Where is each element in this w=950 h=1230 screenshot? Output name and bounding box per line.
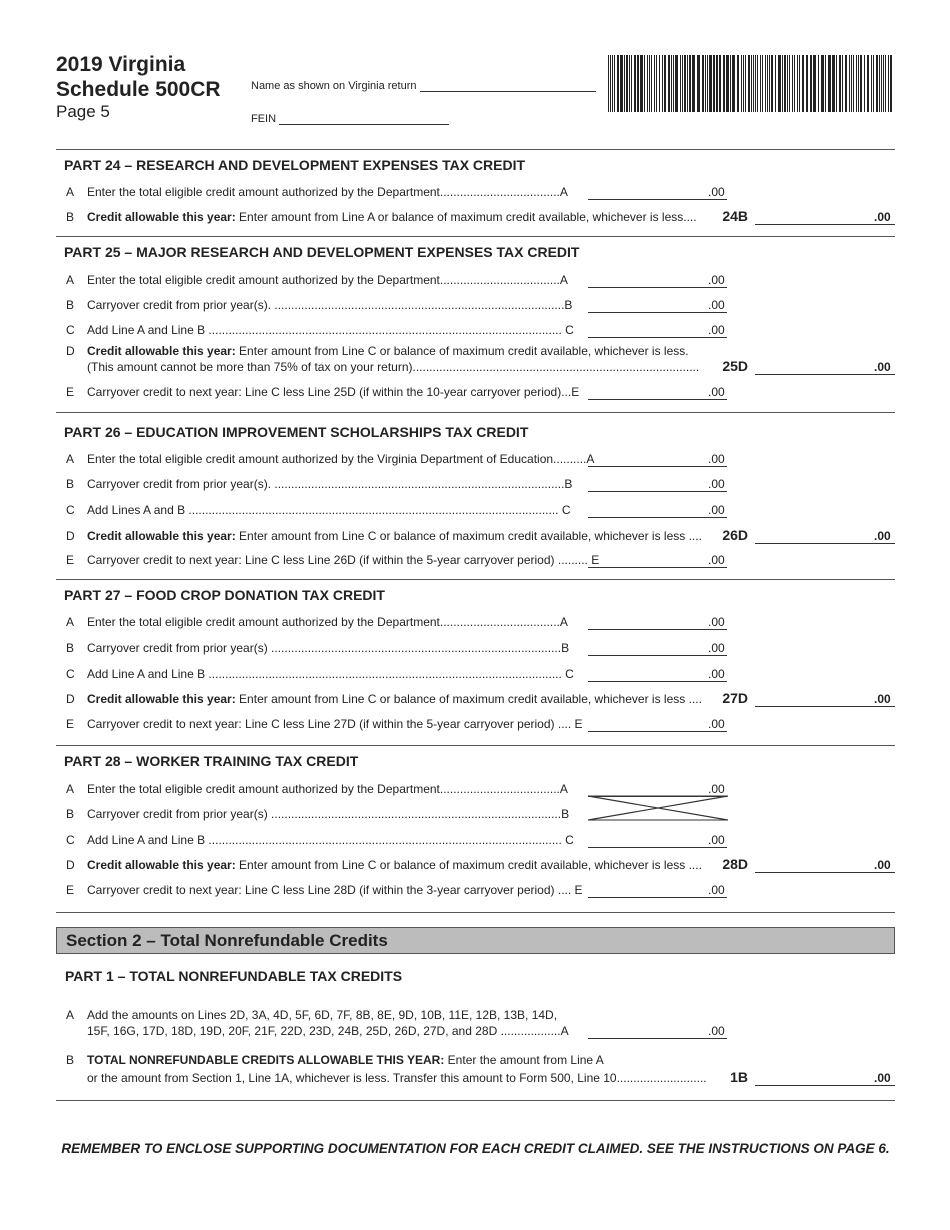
line-letter: D [66,858,75,872]
barcode-bar [789,55,790,112]
amount-input-1a[interactable] [588,1038,727,1039]
barcode-bar [876,55,878,112]
cents-label: .00 [708,477,725,491]
line-letter: D [66,529,75,543]
line-description: Carryover credit to next year: Line C less Line 28D (if within the 3-year carryover period) .... E [87,883,583,897]
line-letter: A [66,615,75,629]
barcode-bar [825,55,826,112]
barcode-bar [647,55,648,112]
barcode-bar [839,55,841,112]
line-letter: A [66,273,75,287]
crossed-out-field-icon [588,795,728,821]
line-bold-label: TOTAL NONREFUNDABLE CREDITS ALLOWABLE THIS YEAR: [87,1053,445,1067]
barcode-bar [713,55,715,112]
barcode-bar [662,55,663,112]
barcode-bar [702,55,704,112]
barcode-bar [757,55,758,112]
barcode-bar [769,55,770,112]
amount-input-1b[interactable] [755,1085,895,1086]
barcode-bar [867,55,869,112]
line-text: Enter amount from Line C or balance of maximum credit available, whichever is less .... [235,529,702,543]
section-2-header [56,927,895,954]
barcode-bar [813,55,816,112]
barcode-bar [888,55,889,112]
line-letter: A [66,1008,75,1022]
line-letter: E [66,385,75,399]
line-number: 26D [722,527,748,543]
line-letter: C [66,503,75,517]
fein-input[interactable] [279,112,449,125]
barcode-bar [726,55,729,112]
cents-label: .00 [708,717,725,731]
amount-input-24a[interactable] [588,199,727,200]
line-description [87,692,702,706]
line-letter: B [66,210,75,224]
line-description [87,529,702,543]
barcode-bar [649,55,650,112]
line-text: Enter the amount from Line A [444,1053,604,1067]
line-description: Add Line A and Line B .......................................................................................................... C [87,323,574,337]
line-description: Carryover credit to next year: Line C less Line 25D (if within the 10-year carryover period)...E [87,385,580,399]
line-description: Enter the total eligible credit amount authorized by the Department....................................A [87,615,568,629]
line-letter: C [66,323,75,337]
barcode-bar [743,55,744,112]
part-28-title: PART 28 – WORKER TRAINING TAX CREDIT [64,753,359,769]
cents-label: .00 [874,1071,891,1085]
line-number: 25D [722,358,748,374]
line-number: 24B [722,208,748,224]
line-description: Carryover credit from prior year(s). .......................................................................................B [87,298,573,312]
barcode-bar [651,55,652,112]
section-2-title: Section 2 – Total Nonrefundable Credits [66,931,388,950]
barcode-bar [707,55,708,112]
part-25-title: PART 25 – MAJOR RESEARCH AND DEVELOPMENT EXPENSES TAX CREDIT [64,244,580,260]
barcode-bar [881,55,882,112]
amount-input-26a[interactable] [588,466,727,467]
line-description: 15F, 16G, 17D, 18D, 19D, 20F, 21F, 22D, 23D, 24B, 25D, 26D, 27D, and 28D ..................A [87,1024,569,1038]
barcode-bar [680,55,681,112]
divider [56,579,895,580]
line-description: Add Line A and Line B .......................................................................................................... C [87,667,574,681]
amount-input-25e[interactable] [588,399,727,400]
barcode-bar [723,55,725,112]
line-description [87,210,697,224]
barcode-bar [858,55,859,112]
barcode-bar [626,55,628,112]
barcode-bar [782,55,783,112]
line-number: 27D [722,690,748,706]
barcode-bar [687,55,688,112]
line-letter: D [66,692,75,706]
cents-label: .00 [708,323,725,337]
barcode-bar [659,55,660,112]
barcode-bar [845,55,847,112]
line-letter: D [66,344,75,358]
barcode-bar [709,55,712,112]
line-description: Carryover credit from prior year(s) .......................................................................................B [87,641,570,655]
barcode-bar [656,55,657,112]
barcode-bar [732,55,735,112]
barcode-bar [751,55,752,112]
line-description: Carryover credit to next year: Line C less Line 27D (if within the 5-year carryover period) .... E [87,717,583,731]
barcode-bar [794,55,795,112]
line-text: Enter amount from Line C or balance of maximum credit available, whichever is less .... [235,858,702,872]
cents-label: .00 [708,883,725,897]
cents-label: .00 [708,615,725,629]
barcode-bar [748,55,750,112]
cents-label: .00 [708,185,725,199]
barcode-bar [640,55,643,112]
barcode-bar [612,55,613,112]
line-letter: B [66,477,75,491]
line-description: Enter the total eligible credit amount authorized by the Virginia Department of Education..........A [87,452,595,466]
line-letter: B [66,298,75,312]
barcode-bar [617,55,619,112]
line-description: Enter the total eligible credit amount authorized by the Department....................................A [87,782,568,796]
barcode-bar [624,55,625,112]
page-number: Page 5 [56,102,110,121]
line-letter: B [66,641,75,655]
barcode-bar [629,55,630,112]
cents-label: .00 [874,360,891,374]
line-letter: A [66,782,75,796]
line-letter: A [66,452,75,466]
barcode-bar [832,55,835,112]
barcode-bar [644,55,645,112]
cents-label: .00 [874,529,891,543]
barcode-bar [851,55,852,112]
amount-input-25d[interactable] [755,374,895,375]
cents-label: .00 [708,385,725,399]
line-text: Enter amount from Line C or balance of maximum credit available, whichever is less. [235,344,689,358]
barcode-bar [654,55,655,112]
line-description [87,1053,604,1067]
cents-label: .00 [708,273,725,287]
barcode-bar [818,55,819,112]
barcode-bar [737,55,739,112]
cents-label: .00 [708,667,725,681]
line-letter: B [66,1053,75,1067]
barcode-bar [675,55,678,112]
line-bold-label: Credit allowable this year: [87,344,236,358]
barcode-bar [864,55,865,112]
divider [56,912,895,913]
cents-label: .00 [708,782,725,796]
line-bold-label: Credit allowable this year: [87,210,236,224]
barcode-bar [771,55,773,112]
barcode-bar [873,55,874,112]
line-letter: A [66,185,75,199]
line-letter: E [66,717,75,731]
line-letter: B [66,807,75,821]
barcode-bar [631,55,632,112]
line-number: 28D [722,856,748,872]
line-bold-label: Credit allowable this year: [87,858,236,872]
barcode-bar [689,55,691,112]
amount-input-27a[interactable] [588,629,727,630]
barcode-bar [860,55,862,112]
barcode-bar [836,55,837,112]
barcode-bar [614,55,615,112]
line-letter: C [66,667,75,681]
cents-label: .00 [874,210,891,224]
barcode-bar [885,55,886,112]
cents-label: .00 [708,833,725,847]
cents-label: .00 [874,858,891,872]
fein-label: FEIN [251,113,277,125]
line-letter: E [66,553,75,567]
amount-input-25c[interactable] [588,337,727,338]
fein-field-row [251,112,449,125]
barcode-bar [668,55,670,112]
barcode-bar [664,55,666,112]
amount-input-27d[interactable] [755,706,895,707]
barcode-bar [883,55,884,112]
barcode-bar [806,55,808,112]
barcode-bar [705,55,706,112]
amount-input-27b[interactable] [588,655,727,656]
cents-label: .00 [874,692,891,706]
barcode-bar [741,55,742,112]
barcode-bar [890,55,892,112]
barcode-bar [745,55,746,112]
amount-input-25a[interactable] [588,287,727,288]
footer-note: REMEMBER TO ENCLOSE SUPPORTING DOCUMENTATION FOR EACH CREDIT CLAIMED. SEE THE INSTRUCTIONS ON PAGE 6. [61,1141,890,1156]
barcode-bar [760,55,761,112]
barcode-bar [637,55,639,112]
barcode-bar [719,55,721,112]
line-description: Enter the total eligible credit amount authorized by the Department....................................A [87,273,568,287]
amount-input-27e[interactable] [588,731,727,732]
name-label: Name as shown on Virginia return [251,80,417,92]
name-input[interactable] [420,79,596,92]
barcode-bar [671,55,672,112]
cents-label: .00 [708,1024,725,1038]
barcode-bar [682,55,683,112]
barcode-bar [684,55,686,112]
barcode-bar [692,55,695,112]
barcode-bar [853,55,854,112]
barcode-bar [775,55,776,112]
barcode-bar [762,55,763,112]
line-description: or the amount from Section 1, Line 1A, whichever is less. Transfer this amount to Form 500, Line 10........................... [87,1071,707,1085]
barcode-bar [842,55,843,112]
barcode-bar [802,55,804,112]
form-title-line1: 2019 Virginia [56,53,186,76]
barcode-bar [778,55,781,112]
line-description: Add the amounts on Lines 2D, 3A, 4D, 5F, 6D, 7F, 8B, 8E, 9D, 10B, 11E, 12B, 13B, 14D, [87,1008,558,1022]
divider [56,236,895,237]
barcode-bar [634,55,636,112]
barcode-bar [765,55,766,112]
barcode-bar [716,55,718,112]
divider [56,1100,895,1101]
barcode-bar [856,55,857,112]
line-letter: E [66,883,75,897]
barcode-bar [620,55,623,112]
line-description [87,858,702,872]
barcode-bar [755,55,756,112]
barcode-bar [799,55,800,112]
part-27-title: PART 27 – FOOD CROP DONATION TAX CREDIT [64,587,385,603]
form-title [56,52,221,102]
part-24-title: PART 24 – RESEARCH AND DEVELOPMENT EXPENSES TAX CREDIT [64,157,526,173]
barcode-bar [810,55,812,112]
divider [56,745,895,746]
amount-input-25b[interactable] [588,312,727,313]
line-description: (This amount cannot be more than 75% of tax on your return)...................................................................................... [87,360,700,374]
form-title-line2: Schedule 500CR [56,78,221,101]
line-text: Enter amount from Line C or balance of maximum credit available, whichever is less .... [235,692,702,706]
barcode-bar [871,55,872,112]
barcode-bar [828,55,831,112]
amount-input-26e[interactable] [588,567,727,568]
name-field-row [251,79,596,92]
line-description [87,344,689,358]
amount-input-28d[interactable] [755,872,895,873]
barcode-bar [753,55,754,112]
barcode-bar [849,55,850,112]
line-description: Carryover credit from prior year(s) .......................................................................................B [87,807,570,821]
barcode-bar [608,55,609,112]
barcode-bar [784,55,786,112]
line-letter: C [66,833,75,847]
barcode-bar [697,55,700,112]
barcode-bar [673,55,674,112]
cents-label: .00 [708,298,725,312]
line-number: 1B [730,1069,748,1085]
line-description: Add Line A and Line B .......................................................................................................... C [87,833,574,847]
divider [56,149,895,150]
barcode-bar [797,55,798,112]
amount-input-26c[interactable] [588,517,727,518]
section-2-part-1-title: PART 1 – TOTAL NONREFUNDABLE TAX CREDITS [65,968,403,984]
cents-label: .00 [708,641,725,655]
cents-label: .00 [708,503,725,517]
line-text: Enter amount from Line A or balance of maximum credit available, whichever is less.... [235,210,697,224]
barcode-bar [792,55,793,112]
line-description: Add Lines A and B ............................................................................................................... C [87,503,571,517]
part-26-title: PART 26 – EDUCATION IMPROVEMENT SCHOLARSHIPS TAX CREDIT [64,424,529,440]
divider [56,412,895,413]
barcode-bar [821,55,824,112]
line-description: Enter the total eligible credit amount authorized by the Department....................................A [87,185,568,199]
barcode-bar [787,55,788,112]
line-bold-label: Credit allowable this year: [87,529,236,543]
barcode-bar [730,55,731,112]
line-description: Carryover credit to next year: Line C less Line 26D (if within the 5-year carryover period) ......... E [87,553,600,567]
barcode-bar [610,55,611,112]
line-description: Carryover credit from prior year(s). .......................................................................................B [87,477,573,491]
barcode-bar [767,55,768,112]
barcode [608,55,894,112]
amount-input-28c[interactable] [588,847,727,848]
amount-input-24b[interactable] [755,224,895,225]
amount-input-26b[interactable] [588,491,727,492]
line-bold-label: Credit allowable this year: [87,692,236,706]
amount-input-27c[interactable] [588,681,727,682]
cents-label: .00 [708,452,725,466]
cents-label: .00 [708,553,725,567]
amount-input-26d[interactable] [755,543,895,544]
amount-input-28e[interactable] [588,897,727,898]
barcode-bar [879,55,880,112]
